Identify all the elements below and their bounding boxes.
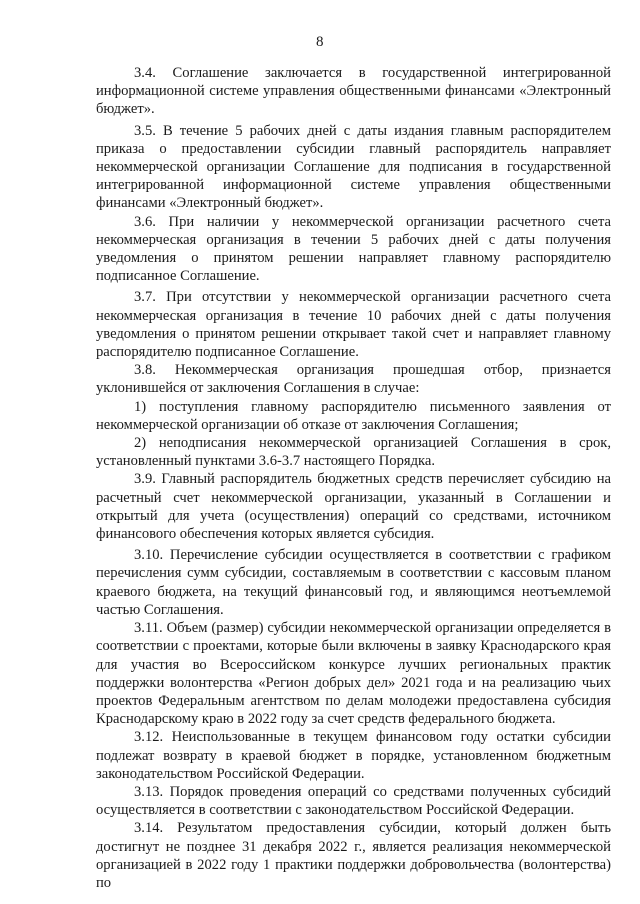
paragraph-3-9: 3.9. Главный распорядитель бюджетных средств перечисляет субсидию на расчетный счет некоммерческой организации, указанный в Соглашении и открытый для учета (осуществления) операций со средствами, источником финансового обеспечения которых является субсидия.	[96, 471, 611, 543]
list-item-2: 2) неподписания некоммерческой организацией Соглашения в срок, установленный пунктами 3.6-3.7 настоящего Порядка.	[96, 435, 611, 470]
document-body	[96, 64, 611, 892]
paragraph-3-4: 3.4. Соглашение заключается в государственной интегрированной информационной системе управления общественными финансами «Электронный бюджет».	[96, 65, 611, 118]
paragraph-3-12: 3.12. Неиспользованные в текущем финансовом году остатки субсидии подлежат возврату в краевой бюджет в порядке, установленном бюджетным законодательством Российской Федерации.	[96, 729, 611, 782]
paragraph-3-6: 3.6. При наличии у некоммерческой организации расчетного счета некоммерческая организация в течении 5 рабочих дней с даты получения уведомления о принятом решении направляет главному распорядителю подписанное Соглашение.	[96, 213, 611, 285]
paragraph-3-7: 3.7. При отсутствии у некоммерческой организации расчетного счета некоммерческая организация в течение 10 рабочих дней с даты получения уведомления о принятом решении открывает такой счет и направляет главному распорядителю подписанное Соглашение.	[96, 289, 611, 361]
list-item-1: 1) поступления главному распорядителю письменного заявления от некоммерческой организации об отказе от заключения Соглашения;	[96, 398, 611, 433]
paragraph-3-13: 3.13. Порядок проведения операций со средствами полученных субсидий осуществляется в соответствии с законодательством Российской Федерации.	[96, 783, 611, 819]
paragraph-3-14: 3.14. Результатом предоставления субсидии, который должен быть достигнут не позднее 31 декабря 2022 г., является реализация некоммерческой организацией в 2022 году 1 практики поддержки добровольчества (волонтерства) по	[96, 820, 611, 891]
paragraph-3-8: 3.8. Некоммерческая организация прошедшая отбор, признается уклонившейся от заключения Соглашения в случае:	[96, 362, 611, 397]
page-number: 8	[316, 34, 324, 50]
paragraph-3-10: 3.10. Перечисление субсидии осуществляется в соответствии с графиком перечисления сумм субсидии, составляемым в соответствии с кассовым планом краевого бюджета, на текущий финансовый год, и являющимся неотъемлемой частью Соглашения.	[96, 547, 611, 618]
paragraph-3-11: 3.11. Объем (размер) субсидии некоммерческой организации определяется в соответствии с проектами, которые были включены в заявку Краснодарского края для участия во Всероссийском конкурсе лучших региональных практик поддержки волонтерства «Регион добрых дел» 2021 года и на реализацию чьих проектов Федеральным агентством по делам молодежи предоставлена субсидия Краснодарскому краю в 2022 году за счет средств федерального бюджета.	[96, 620, 611, 728]
paragraph-3-5: 3.5. В течение 5 рабочих дней с даты издания главным распорядителем приказа о предоставлении субсидии главный распорядитель направляет некоммерческой организации Соглашение для подписания в государственной интегрированной информационной системе управления общественными финансами «Электронный бюджет».	[96, 122, 611, 212]
